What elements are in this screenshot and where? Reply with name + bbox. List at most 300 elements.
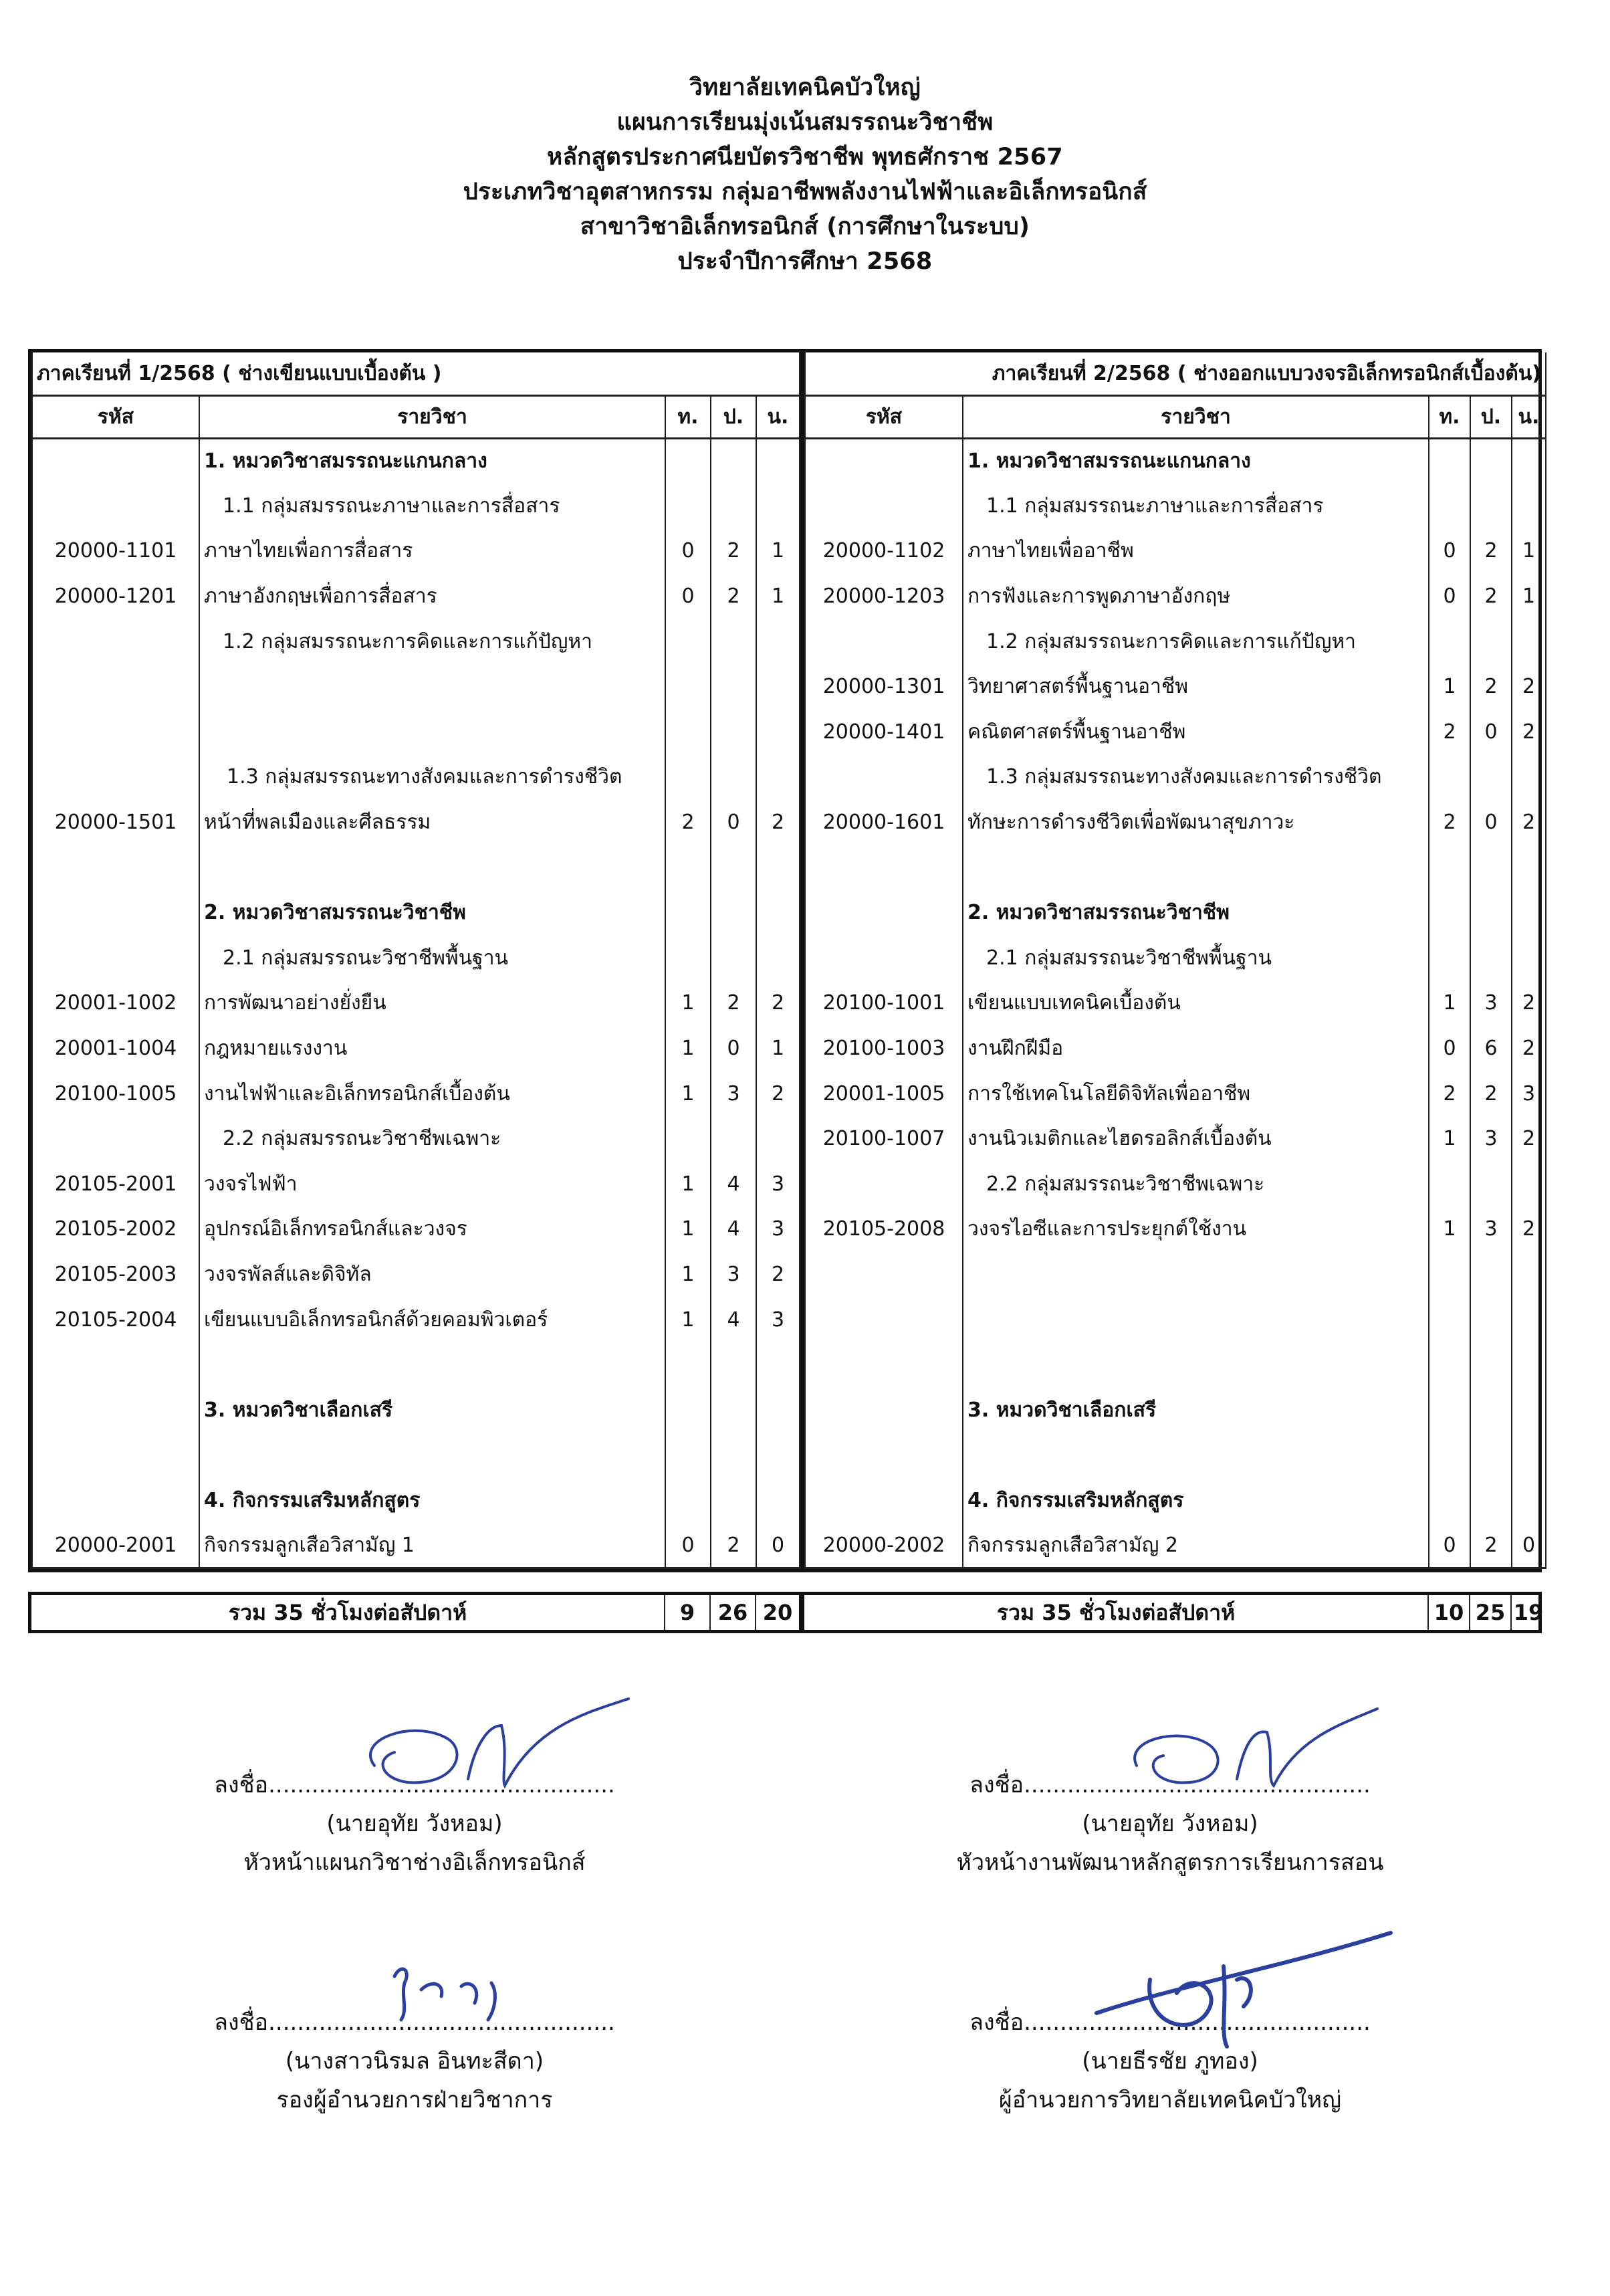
credits: 2	[1512, 710, 1546, 755]
credits: 1	[1512, 528, 1546, 574]
practice-hours	[1470, 1162, 1512, 1207]
credits: 3	[756, 1162, 800, 1207]
course-name: วิทยาศาสตร์พื้นฐานอาชีพ	[963, 664, 1429, 710]
table-row	[805, 710, 1546, 755]
course-code	[805, 438, 963, 484]
column-name: รายวิชา	[963, 395, 1429, 438]
credits	[1512, 845, 1546, 890]
course-name	[199, 845, 665, 890]
practice-hours	[711, 936, 756, 981]
course-name: 1. หมวดวิชาสมรรถนะแกนกลาง	[963, 438, 1429, 484]
table-row	[32, 574, 800, 619]
practice-hours: 4	[711, 1297, 756, 1342]
table-row	[805, 890, 1546, 936]
credits	[1512, 1433, 1546, 1478]
course-name: 4. กิจกรรมเสริมหลักสูตร	[199, 1478, 665, 1524]
theory-hours: 1	[665, 1252, 711, 1297]
practice-hours	[1470, 619, 1512, 664]
practice-hours	[1470, 1478, 1512, 1524]
theory-hours: 0	[665, 1523, 711, 1568]
course-name: กิจกรรมลูกเสือวิสามัญ 1	[199, 1523, 665, 1568]
course-code: 20105-2002	[32, 1207, 199, 1252]
table-row	[805, 438, 1546, 484]
table-row	[32, 710, 800, 755]
credits	[1512, 1162, 1546, 1207]
course-name: วงจรไฟฟ้า	[199, 1162, 665, 1207]
credits	[756, 754, 800, 800]
theory-hours	[1429, 438, 1470, 484]
course-name: งานไฟฟ้าและอิเล็กทรอนิกส์เบื้องต้น	[199, 1071, 665, 1116]
course-code: 20000-1301	[805, 664, 963, 710]
course-name: 1.3 กลุ่มสมรรถนะทางสังคมและการดำรงชีวิต	[199, 754, 665, 800]
total-practice: 26	[710, 1595, 756, 1630]
total-theory: 9	[665, 1595, 710, 1630]
theory-hours	[1429, 1433, 1470, 1478]
course-code	[805, 1433, 963, 1478]
table-row	[32, 528, 800, 574]
signer-name: (นางสาวนิรมล อินทะสีดา)	[285, 2048, 544, 2075]
course-code: 20000-1102	[805, 528, 963, 574]
practice-hours	[711, 845, 756, 890]
credits	[1512, 1478, 1546, 1524]
course-code	[805, 1478, 963, 1524]
course-code	[805, 754, 963, 800]
course-code: 20001-1005	[805, 1071, 963, 1116]
course-name: งานนิวเมติกและไฮดรอลิกส์เบื้องต้น	[963, 1116, 1429, 1162]
practice-hours: 0	[1470, 800, 1512, 845]
signer-position: ผู้อำนวยการวิทยาลัยเทคนิคบัวใหญ่	[998, 2087, 1342, 2113]
theory-hours	[1429, 1252, 1470, 1297]
course-code	[32, 845, 199, 890]
sign-line: ลงชื่อ................................................	[969, 2009, 1371, 2036]
theory-hours	[1429, 1478, 1470, 1524]
course-code	[32, 1387, 199, 1433]
practice-hours: 2	[1470, 1071, 1512, 1116]
practice-hours	[1470, 1387, 1512, 1433]
theory-hours: 1	[665, 1071, 711, 1116]
course-code	[32, 754, 199, 800]
course-code	[805, 936, 963, 981]
credits	[1512, 890, 1546, 936]
course-code	[32, 1116, 199, 1162]
practice-hours: 2	[1470, 528, 1512, 574]
table-row	[805, 800, 1546, 845]
credits	[1512, 1252, 1546, 1297]
course-name: การพัฒนาอย่างยั่งยืน	[199, 980, 665, 1026]
practice-hours: 3	[1470, 1116, 1512, 1162]
theory-hours	[1429, 1297, 1470, 1342]
sign-line: ลงชื่อ................................................	[214, 1772, 615, 1798]
practice-hours	[1470, 1297, 1512, 1342]
table-row	[805, 1207, 1546, 1252]
signer-name: (นายอุทัย วังหอม)	[326, 1810, 503, 1837]
table-row	[805, 936, 1546, 981]
credits	[756, 664, 800, 710]
course-code	[32, 1478, 199, 1524]
theory-hours: 1	[1429, 1116, 1470, 1162]
table-row	[32, 1252, 800, 1297]
course-name: กฎหมายแรงงาน	[199, 1026, 665, 1071]
credits	[756, 484, 800, 529]
credits: 2	[756, 800, 800, 845]
table-row	[32, 1478, 800, 1524]
table-row	[805, 1433, 1546, 1478]
course-code: 20105-2004	[32, 1297, 199, 1342]
table-row	[32, 890, 800, 936]
course-name: เขียนแบบอิเล็กทรอนิกส์ด้วยคอมพิวเตอร์	[199, 1297, 665, 1342]
practice-hours: 6	[1470, 1026, 1512, 1071]
theory-hours	[1429, 845, 1470, 890]
course-code: 20000-1401	[805, 710, 963, 755]
course-code: 20001-1002	[32, 980, 199, 1026]
practice-hours: 4	[711, 1162, 756, 1207]
table-row	[32, 1523, 800, 1568]
theory-hours: 1	[665, 1162, 711, 1207]
column-theory: ท.	[1429, 395, 1470, 438]
practice-hours: 2	[711, 574, 756, 619]
total-theory: 10	[1428, 1595, 1470, 1630]
signer-name: (นายอุทัย วังหอม)	[1082, 1810, 1258, 1837]
sign-line: ลงชื่อ................................................	[214, 2009, 615, 2036]
table-row	[32, 1162, 800, 1207]
table-row	[805, 754, 1546, 800]
practice-hours	[1470, 936, 1512, 981]
semester-2-table	[801, 349, 1542, 1572]
theory-hours	[665, 1116, 711, 1162]
table-row	[32, 664, 800, 710]
course-code	[32, 710, 199, 755]
credits: 2	[1512, 800, 1546, 845]
credits	[756, 438, 800, 484]
table-row	[805, 528, 1546, 574]
practice-hours	[711, 1478, 756, 1524]
course-name: 3. หมวดวิชาเลือกเสรี	[963, 1387, 1429, 1433]
course-code	[805, 845, 963, 890]
theory-hours: 1	[665, 980, 711, 1026]
course-name: คณิตศาสตร์พื้นฐานอาชีพ	[963, 710, 1429, 755]
theory-hours	[665, 936, 711, 981]
course-name: ภาษาอังกฤษเพื่อการสื่อสาร	[199, 574, 665, 619]
theory-hours: 0	[1429, 1026, 1470, 1071]
course-name: 1.3 กลุ่มสมรรถนะทางสังคมและการดำรงชีวิต	[963, 754, 1429, 800]
table-row	[32, 1433, 800, 1478]
course-code	[805, 1252, 963, 1297]
course-name: 1.2 กลุ่มสมรรถนะการคิดและการแก้ปัญหา	[199, 619, 665, 664]
course-code	[805, 484, 963, 529]
course-name: งานฝึกฝีมือ	[963, 1026, 1429, 1071]
semester-1-total	[28, 1592, 802, 1633]
practice-hours	[1470, 1342, 1512, 1388]
credits: 0	[1512, 1523, 1546, 1568]
table-row	[805, 980, 1546, 1026]
theory-hours	[665, 754, 711, 800]
theory-hours: 0	[1429, 574, 1470, 619]
table-row	[32, 845, 800, 890]
credits	[756, 845, 800, 890]
theory-hours: 2	[1429, 710, 1470, 755]
column-name: รายวิชา	[199, 395, 665, 438]
practice-hours: 3	[1470, 980, 1512, 1026]
credits: 1	[1512, 574, 1546, 619]
theory-hours: 0	[1429, 1523, 1470, 1568]
course-code	[32, 1433, 199, 1478]
practice-hours	[711, 890, 756, 936]
course-name	[963, 1342, 1429, 1388]
course-name: 2.1 กลุ่มสมรรถนะวิชาชีพพื้นฐาน	[199, 936, 665, 981]
theory-hours: 2	[1429, 800, 1470, 845]
practice-hours	[711, 1387, 756, 1433]
credits	[756, 1387, 800, 1433]
table-row	[32, 1342, 800, 1388]
table-row	[805, 1387, 1546, 1433]
theory-hours: 0	[1429, 528, 1470, 574]
course-name: 4. กิจกรรมเสริมหลักสูตร	[963, 1478, 1429, 1524]
table-row	[32, 1026, 800, 1071]
table-row	[805, 1252, 1546, 1297]
course-code	[805, 1342, 963, 1388]
course-name: ภาษาไทยเพื่อการสื่อสาร	[199, 528, 665, 574]
program-type: ประเภทวิชาอุตสาหกรรม กลุ่มอาชีพพลังงานไฟฟ้าและอิเล็กทรอนิกส์	[463, 179, 1147, 205]
credits	[1512, 936, 1546, 981]
plan-title: แผนการเรียนมุ่งเน้นสมรรถนะวิชาชีพ	[616, 109, 994, 136]
total-credit: 20	[756, 1595, 799, 1630]
theory-hours	[1429, 484, 1470, 529]
course-code: 20105-2003	[32, 1252, 199, 1297]
theory-hours	[665, 1478, 711, 1524]
practice-hours	[711, 710, 756, 755]
semester-1-title: ภาคเรียนที่ 1/2568 ( ช่างเขียนแบบเบื้องต้น )	[32, 352, 800, 395]
practice-hours	[711, 438, 756, 484]
course-name: วงจรพัลส์และดิจิทัล	[199, 1252, 665, 1297]
table-row	[32, 800, 800, 845]
practice-hours: 4	[711, 1207, 756, 1252]
semester-2-total	[801, 1592, 1542, 1633]
course-name	[199, 1433, 665, 1478]
course-code: 20001-1004	[32, 1026, 199, 1071]
practice-hours	[711, 1116, 756, 1162]
course-code	[805, 1297, 963, 1342]
theory-hours: 0	[665, 574, 711, 619]
practice-hours: 3	[711, 1071, 756, 1116]
practice-hours: 2	[1470, 574, 1512, 619]
course-name	[963, 1297, 1429, 1342]
course-code: 20100-1001	[805, 980, 963, 1026]
table-row	[805, 484, 1546, 529]
course-code	[805, 1387, 963, 1433]
course-name: 3. หมวดวิชาเลือกเสรี	[199, 1387, 665, 1433]
table-row	[805, 1297, 1546, 1342]
theory-hours: 1	[1429, 980, 1470, 1026]
credits: 2	[1512, 1116, 1546, 1162]
theory-hours	[665, 438, 711, 484]
column-practice: ป.	[711, 395, 756, 438]
practice-hours: 2	[1470, 1523, 1512, 1568]
theory-hours: 1	[665, 1297, 711, 1342]
table-row	[805, 1523, 1546, 1568]
course-name: 2.1 กลุ่มสมรรถนะวิชาชีพพื้นฐาน	[963, 936, 1429, 981]
table-row	[805, 619, 1546, 664]
table-row	[805, 1162, 1546, 1207]
theory-hours: 1	[665, 1026, 711, 1071]
course-name: การฟังและการพูดภาษาอังกฤษ	[963, 574, 1429, 619]
course-code	[805, 1162, 963, 1207]
course-name: อุปกรณ์อิเล็กทรอนิกส์และวงจร	[199, 1207, 665, 1252]
practice-hours	[1470, 1252, 1512, 1297]
theory-hours	[665, 1342, 711, 1388]
column-code: รหัส	[805, 395, 963, 438]
credits	[1512, 438, 1546, 484]
practice-hours	[711, 664, 756, 710]
course-name: 1.1 กลุ่มสมรรถนะภาษาและการสื่อสาร	[199, 484, 665, 529]
document-header	[0, 70, 1610, 279]
handwritten-signature-4	[1083, 1926, 1404, 2060]
course-name: 2.2 กลุ่มสมรรถนะวิชาชีพเฉพาะ	[199, 1116, 665, 1162]
table-row	[805, 1478, 1546, 1524]
course-name: ทักษะการดำรงชีวิตเพื่อพัฒนาสุขภาวะ	[963, 800, 1429, 845]
table-row	[32, 1116, 800, 1162]
credits	[1512, 1387, 1546, 1433]
course-code	[32, 619, 199, 664]
theory-hours	[665, 619, 711, 664]
course-code	[32, 484, 199, 529]
signer-position: หัวหน้าแผนกวิชาช่างอิเล็กทรอนิกส์	[243, 1849, 586, 1876]
table-row	[805, 1071, 1546, 1116]
handwritten-signature-3	[381, 1956, 515, 2030]
theory-hours	[665, 845, 711, 890]
course-name	[963, 1252, 1429, 1297]
theory-hours	[665, 710, 711, 755]
practice-hours	[1470, 484, 1512, 529]
theory-hours: 1	[1429, 1207, 1470, 1252]
course-name	[199, 710, 665, 755]
course-name: ภาษาไทยเพื่ออาชีพ	[963, 528, 1429, 574]
practice-hours	[1470, 1433, 1512, 1478]
credits: 2	[1512, 1026, 1546, 1071]
academic-year: ประจำปีการศึกษา 2568	[677, 248, 933, 275]
course-code: 20100-1005	[32, 1071, 199, 1116]
course-code	[32, 1342, 199, 1388]
course-code: 20000-1601	[805, 800, 963, 845]
column-theory: ท.	[665, 395, 711, 438]
practice-hours: 2	[711, 1523, 756, 1568]
course-code	[805, 619, 963, 664]
column-credit: น.	[756, 395, 800, 438]
theory-hours: 1	[1429, 664, 1470, 710]
column-code: รหัส	[32, 395, 199, 438]
course-name: การใช้เทคโนโลยีดิจิทัลเพื่ออาชีพ	[963, 1071, 1429, 1116]
credits	[756, 710, 800, 755]
course-code: 20100-1003	[805, 1026, 963, 1071]
handwritten-signature-1	[334, 1685, 642, 1806]
signer-position: หัวหน้างานพัฒนาหลักสูตรการเรียนการสอน	[956, 1849, 1384, 1876]
practice-hours	[711, 754, 756, 800]
course-code	[32, 936, 199, 981]
course-code: 20000-1501	[32, 800, 199, 845]
theory-hours	[1429, 890, 1470, 936]
signer-name: (นายธีรชัย ภูทอง)	[1082, 2048, 1258, 2075]
practice-hours: 3	[711, 1252, 756, 1297]
table-row	[805, 1342, 1546, 1388]
credits	[756, 1342, 800, 1388]
theory-hours	[665, 664, 711, 710]
theory-hours: 0	[665, 528, 711, 574]
course-name: 1.2 กลุ่มสมรรถนะการคิดและการแก้ปัญหา	[963, 619, 1429, 664]
course-code: 20000-1201	[32, 574, 199, 619]
total-label: รวม 35 ชั่วโมงต่อสัปดาห์	[228, 1599, 467, 1625]
practice-hours	[1470, 845, 1512, 890]
course-name: 1.1 กลุ่มสมรรถนะภาษาและการสื่อสาร	[963, 484, 1429, 529]
theory-hours	[1429, 1387, 1470, 1433]
total-label: รวม 35 ชั่วโมงต่อสัปดาห์	[996, 1599, 1236, 1625]
course-name	[199, 1342, 665, 1388]
course-code: 20105-2008	[805, 1207, 963, 1252]
credits: 1	[756, 574, 800, 619]
table-row	[32, 619, 800, 664]
theory-hours	[665, 890, 711, 936]
theory-hours: 1	[665, 1207, 711, 1252]
total-practice: 25	[1470, 1595, 1511, 1630]
credits	[756, 1116, 800, 1162]
course-code	[32, 890, 199, 936]
practice-hours: 0	[1470, 710, 1512, 755]
course-name	[199, 664, 665, 710]
theory-hours	[1429, 1162, 1470, 1207]
course-name: 2. หมวดวิชาสมรรถนะวิชาชีพ	[199, 890, 665, 936]
credits	[1512, 1342, 1546, 1388]
sign-line: ลงชื่อ................................................	[969, 1772, 1371, 1798]
practice-hours: 0	[711, 1026, 756, 1071]
college-name: วิทยาลัยเทคนิคบัวใหญ่	[689, 74, 921, 101]
course-name: 2. หมวดวิชาสมรรถนะวิชาชีพ	[963, 890, 1429, 936]
table-row	[32, 936, 800, 981]
course-name: 1. หมวดวิชาสมรรถนะแกนกลาง	[199, 438, 665, 484]
credits: 2	[756, 980, 800, 1026]
credits	[756, 619, 800, 664]
table-row	[32, 438, 800, 484]
table-row	[805, 1116, 1546, 1162]
course-code: 20000-2001	[32, 1523, 199, 1568]
credits	[756, 1433, 800, 1478]
credits: 2	[756, 1252, 800, 1297]
table-row	[32, 754, 800, 800]
signer-position: รองผู้อำนวยการฝ่ายวิชาการ	[276, 2087, 553, 2113]
practice-hours	[711, 484, 756, 529]
course-name: 2.2 กลุ่มสมรรถนะวิชาชีพเฉพาะ	[963, 1162, 1429, 1207]
credits: 0	[756, 1523, 800, 1568]
major-title: สาขาวิชาอิเล็กทรอนิกส์ (การศึกษาในระบบ)	[580, 213, 1030, 240]
theory-hours: 2	[665, 800, 711, 845]
theory-hours	[665, 484, 711, 529]
theory-hours: 2	[1429, 1071, 1470, 1116]
course-code	[32, 438, 199, 484]
credits	[756, 936, 800, 981]
practice-hours: 2	[711, 528, 756, 574]
column-practice: ป.	[1470, 395, 1512, 438]
credits: 3	[1512, 1071, 1546, 1116]
credits	[756, 1478, 800, 1524]
practice-hours: 3	[1470, 1207, 1512, 1252]
practice-hours: 2	[1470, 664, 1512, 710]
table-row	[805, 1026, 1546, 1071]
theory-hours	[1429, 754, 1470, 800]
course-code: 20100-1007	[805, 1116, 963, 1162]
course-name: กิจกรรมลูกเสือวิสามัญ 2	[963, 1523, 1429, 1568]
credits: 1	[756, 528, 800, 574]
course-name	[963, 1433, 1429, 1478]
semester-2-title: ภาคเรียนที่ 2/2568 ( ช่างออกแบบวงจรอิเล็กทรอนิกส์เบื้องต้น)	[805, 352, 1546, 395]
course-code: 20000-1101	[32, 528, 199, 574]
credits	[1512, 1297, 1546, 1342]
